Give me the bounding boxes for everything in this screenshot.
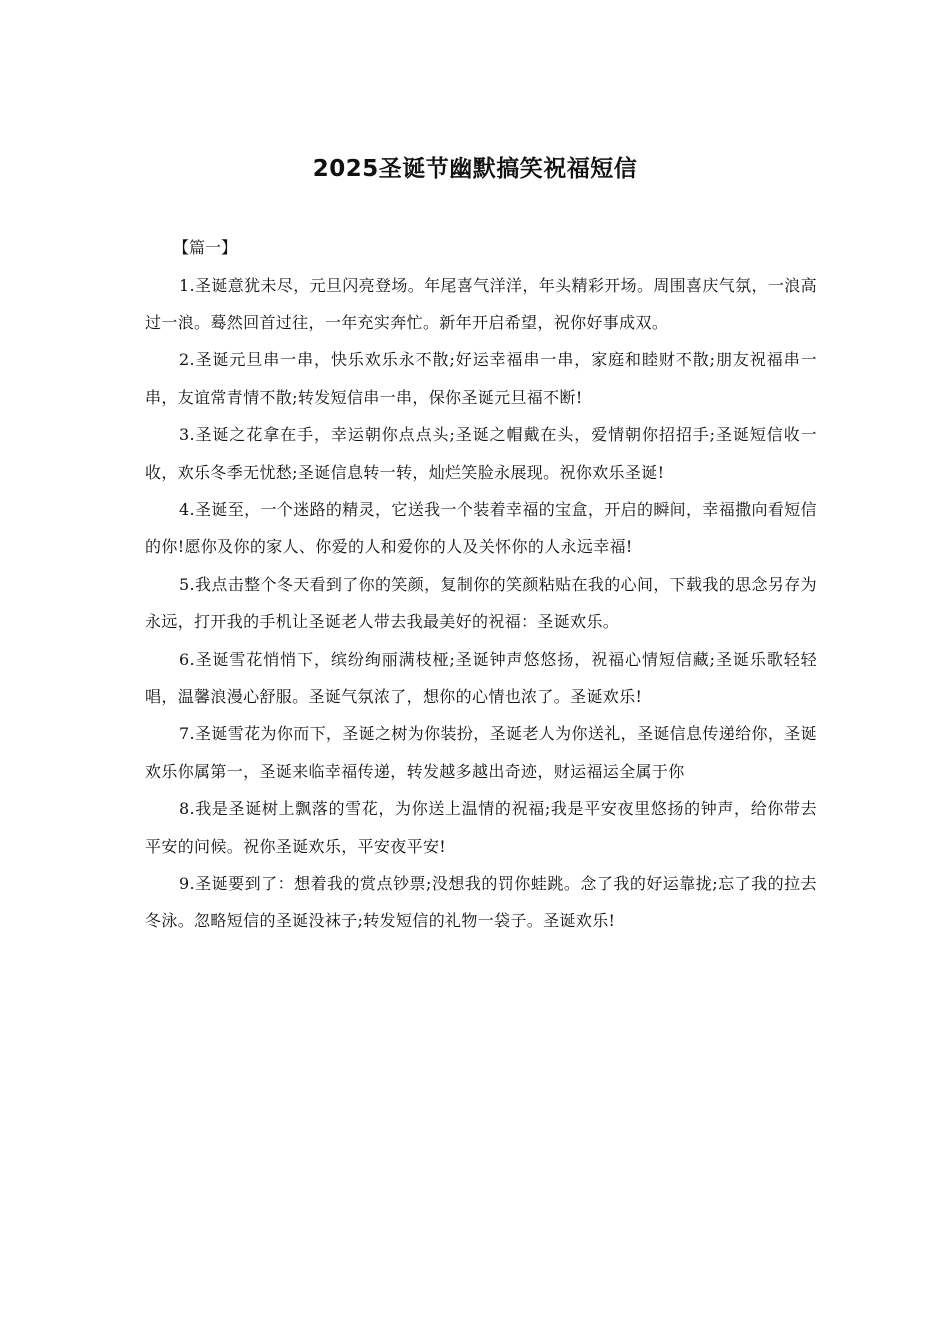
wish-paragraph-8: 8.我是圣诞树上飘落的雪花，为你送上温情的祝福;我是平安夜里悠扬的钟声，给你带去平安的问候。祝你圣诞欢乐，平安夜平安! (145, 799, 817, 856)
wish-paragraph-5: 5.我点击整个冬天看到了你的笑颜，复制你的笑颜粘贴在我的心间，下载我的思念另存为永远，打开我的手机让圣诞老人带去我最美好的祝福：圣诞欢乐。 (145, 574, 817, 632)
wish-paragraph-3: 3.圣诞之花拿在手，幸运朝你点点头;圣诞之帽戴在头，爱情朝你招招手;圣诞短信收一收，欢乐冬季无忧愁;圣诞信息转一转，灿烂笑脸永展现。祝你欢乐圣诞! (145, 425, 817, 482)
wish-paragraph-1: 1.圣诞意犹未尽，元旦闪亮登场。年尾喜气洋洋，年头精彩开场。周围喜庆气氛，一浪高过一浪。蓦然回首过往，一年充实奔忙。新年开启希望，祝你好事成双。 (145, 275, 817, 332)
document-title: 2025圣诞节幽默搞笑祝福短信 (312, 156, 638, 182)
wish-paragraph-2: 2.圣诞元旦串一串，快乐欢乐永不散;好运幸福串一串，家庭和睦财不散;朋友祝福串一串，友谊常青情不散;转发短信串一串，保你圣诞元旦福不断! (145, 350, 817, 407)
section-label: 【篇一】 (173, 238, 238, 257)
wish-paragraph-6: 6.圣诞雪花悄悄下，缤纷绚丽满枝桠;圣诞钟声悠悠扬，祝福心情短信藏;圣诞乐歌轻轻唱，温馨浪漫心舒服。圣诞气氛浓了，想你的心情也浓了。圣诞欢乐! (145, 649, 817, 706)
wish-paragraph-9: 9.圣诞要到了：想着我的赏点钞票;没想我的罚你蛙跳。念了我的好运靠拢;忘了我的拉去冬泳。忽略短信的圣诞没袜子;转发短信的礼物一袋子。圣诞欢乐! (145, 874, 817, 931)
wish-paragraph-4: 4.圣诞至，一个迷路的精灵，它送我一个装着幸福的宝盒，开启的瞬间，幸福撒向看短信的你!愿你及你的家人、你爱的人和爱你的人及关怀你的人永远幸福! (145, 499, 817, 557)
wish-paragraph-7: 7.圣诞雪花为你而下，圣诞之树为你装扮，圣诞老人为你送礼，圣诞信息传递给你，圣诞欢乐你属第一，圣诞来临幸福传递，转发越多越出奇迹，财运福运全属于你 (145, 724, 817, 781)
document-body (145, 229, 817, 940)
